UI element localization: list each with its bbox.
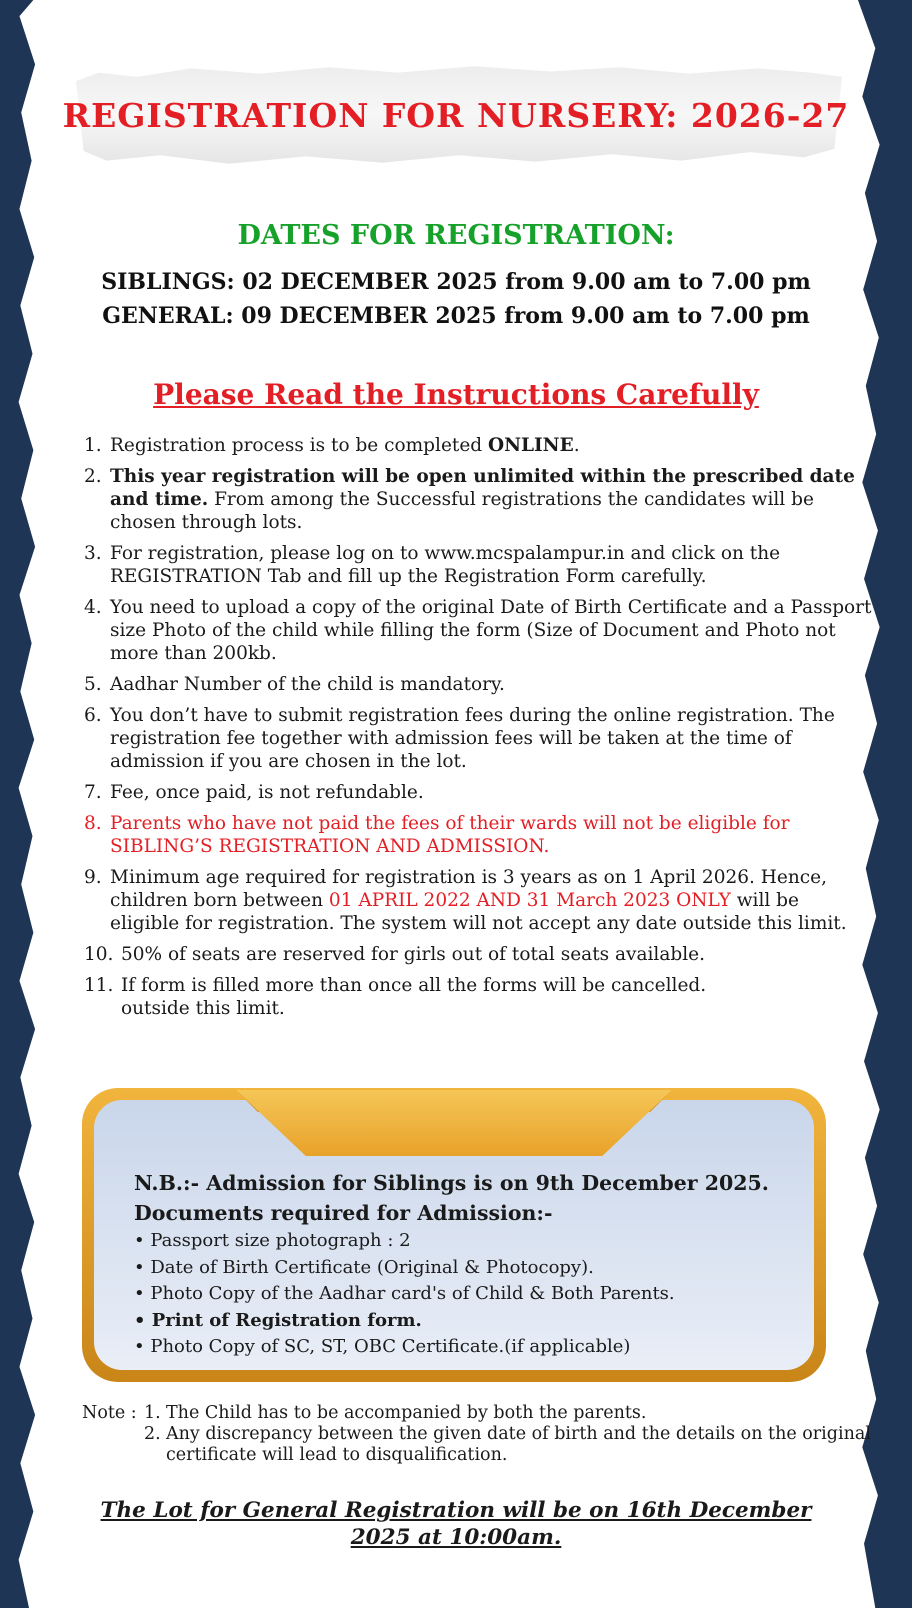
list-item: 4. You need to upload a copy of the original Date of Birth Certificate and a Passport size Photo of the child while filling the form (Size of Document and Photo not more than 200kb. bbox=[84, 597, 872, 664]
siblings-date: SIBLINGS: 02 DECEMBER 2025 from 9.00 am to 7.00 pm bbox=[101, 269, 811, 295]
list-item: 11. If form is filled more than once all the forms will be cancelled. outside this limit. bbox=[84, 975, 707, 1019]
list-item: 10. 50% of seats are reserved for girls out of total seats available. bbox=[84, 944, 705, 965]
list-item: 7. Fee, once paid, is not refundable. bbox=[84, 782, 424, 803]
note-item: Any discrepancy between the given date of birth and the details on the original certificate will lead to disqualification. bbox=[166, 1424, 871, 1465]
documents-heading: Documents required for Admission:- bbox=[134, 1201, 553, 1225]
nb-line: N.B.:- Admission for Siblings is on 9th December 2025. bbox=[134, 1171, 769, 1195]
list-item: 3. For registration, please log on to www.mcspalampur.in and click on the REGISTRATION Tab and fill up the Registration Form carefully. bbox=[84, 542, 874, 588]
ribbon-tab bbox=[236, 1090, 672, 1156]
dates-heading: DATES FOR REGISTRATION: bbox=[237, 220, 675, 251]
document-item: • Photo Copy of SC, ST, OBC Certificate.(if applicable) bbox=[134, 1336, 631, 1357]
general-date: GENERAL: 09 DECEMBER 2025 from 9.00 am to 7.00 pm bbox=[102, 303, 810, 329]
note-label: Note : bbox=[82, 1403, 137, 1423]
list-item: 1. Registration process is to be completed ONLINE. bbox=[84, 435, 580, 456]
document-item: • Date of Birth Certificate (Original & Photocopy). bbox=[134, 1256, 594, 1278]
list-item: 2. This year registration will be open unlimited within the prescribed date and time. From among the Successful registrations the candidates will be chosen through lots. bbox=[84, 466, 855, 533]
instructions-heading: Please Read the Instructions Carefully bbox=[153, 378, 759, 411]
list-item: 8. Parents who have not paid the fees of their wards will not be eligible for SIBLING’S REGISTRATION AND ADMISSION. bbox=[84, 813, 790, 857]
note-section: Note : 1. The Child has to be accompanied by both the parents. 2. Any discrepancy between the given date of birth and the details on the original certificate will lead to disqualification. bbox=[82, 1403, 871, 1465]
document-item: • Print of Registration form. bbox=[134, 1309, 422, 1331]
list-item: 9. Minimum age required for registration is 3 years as on 1 April 2026. Hence, children born between 01 APRIL 2022 AND 31 March 2023 ONLY will be eligible for registration. The system will not accept any date outside this limit. bbox=[84, 867, 847, 934]
document-item: • Passport size photograph : 2 bbox=[134, 1230, 411, 1251]
page-title: REGISTRATION FOR NURSERY: 2026-27 bbox=[62, 96, 850, 135]
nb-content bbox=[134, 1168, 814, 1361]
document-item: • Photo Copy of the Aadhar card's of Child & Both Parents. bbox=[134, 1283, 675, 1304]
list-item: 6. You don’t have to submit registration fees during the online registration. The registration fee together with admission fees will be taken at the time of admission if you are chosen in the lot. bbox=[84, 705, 835, 772]
lot-announcement: The Lot for General Registration will be on 16th December 2025 at 10:00am. bbox=[100, 1498, 812, 1550]
note-item: The Child has to be accompanied by both the parents. bbox=[166, 1403, 647, 1423]
list-item: 5. Aadhar Number of the child is mandatory. bbox=[84, 674, 505, 695]
registration-link-text: For registration, please log on to www.mcspalampur.in and click on the REGISTRATION Tab and fill up the Registration Form carefully. bbox=[110, 543, 781, 587]
instructions-list bbox=[84, 434, 874, 1028]
